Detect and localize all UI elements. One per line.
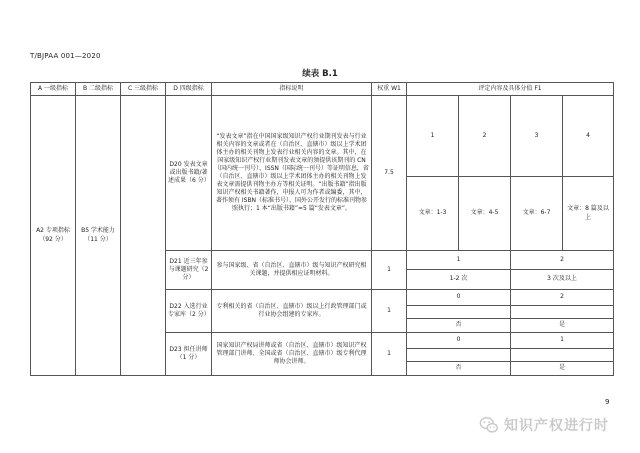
b-indicator-cell: B5 学术能力（11 分） [76, 96, 121, 376]
d21-score: 1 [407, 251, 511, 270]
header-a: A 一级指标 [31, 83, 76, 96]
d22-score: 0 [407, 290, 511, 306]
d22-blank [407, 306, 511, 319]
d22-criterion: 否 [407, 319, 511, 333]
d20-score: 1 [407, 96, 459, 177]
c-indicator-cell [121, 96, 166, 376]
d22-score: 2 [511, 290, 614, 306]
d22-weight: 1 [372, 290, 407, 333]
header-criteria: 评定内容及具体分值 F1 [407, 83, 614, 96]
d20-criterion: 文章：4-5 [459, 177, 511, 251]
page-number: 9 [605, 398, 610, 406]
header-weight: 权重 W1 [372, 83, 407, 96]
d22-criterion: 是 [511, 319, 614, 333]
d20-description: “发表文章”指在中国国家级知识产权行业期刊发表与行业相关内容的文章或者在（自治区、直辖市）级以上学术团体主办的相关刊物上发表行业相关内容的文章。其中，在国家级知识产权行业期刊发表文章的须提供该期刊的 CN（国内统一刊号）、ISSN（国际统一刊号）等证明信息，省（自治区、直辖市）级以上学术团体主办的相关刊物上发表文章需提供刊物主办方等相关证明。“出版书籍”指出版知识产权相关书籍著作，申报人可为作者或编委，其中，著作须有 ISBN（标准书号）、国外公开发行的标准刊物参照执行；1 本“出版书籍”=5 篇“发表文章”。 [212, 96, 372, 251]
d23-blank [407, 349, 511, 362]
d23-criterion: 否 [407, 362, 511, 376]
d20-score: 2 [459, 96, 511, 177]
d23-name: D23 担任讲师（1 分） [166, 333, 212, 376]
header-c: C 三级指标 [121, 83, 166, 96]
d23-score: 1 [511, 333, 614, 349]
d23-description: 国家知识产权局讲师或省（自治区、直辖市）级知识产权管理部门讲师、全国或省（自治区、直辖市）级专利代理师协会讲师。 [212, 333, 372, 376]
d20-score: 3 [511, 96, 563, 177]
d22-description: 专利相关的省（自治区、直辖市）级以上行政管理部门或行业协会组建的专家库。 [212, 290, 372, 333]
d22-name: D22 入选行业专家库（2 分） [166, 290, 212, 333]
d23-criterion: 是 [511, 362, 614, 376]
d20-criterion: 文章：1-3 [407, 177, 459, 251]
d20-criterion: 文章：8 篇及以上 [563, 177, 614, 251]
wechat-icon [478, 414, 500, 436]
a-indicator-cell: A2 专项指标（92 分） [31, 96, 76, 376]
d21-name: D21 近三年参与课题研究（2 分） [166, 251, 212, 290]
header-d: D 四级指标 [166, 83, 212, 96]
d21-score: 2 [511, 251, 614, 270]
header-b: B 二级指标 [76, 83, 121, 96]
watermark [478, 414, 609, 436]
d23-score: 0 [407, 333, 511, 349]
document-code: T/BJPAA 001—2020 [30, 52, 101, 60]
d21-description: 参与国家级、省（自治区、直辖市）级与知识产权研究相关课题，并提供相应证明材料。 [212, 251, 372, 290]
evaluation-table [30, 82, 614, 376]
table-caption: 续表 B.1 [302, 69, 338, 79]
d20-name: D20 发表文章或出版书籍/著述成果（6 分） [166, 96, 212, 251]
d23-blank [511, 349, 614, 362]
header-desc: 指标说明 [212, 83, 372, 96]
d20-criterion: 文章：6-7 [511, 177, 563, 251]
d20-score: 4 [563, 96, 614, 177]
d21-criterion: 3 次及以上 [511, 270, 614, 290]
watermark-text: 知识产权进行时 [504, 418, 609, 434]
d21-criterion: 1-2 次 [407, 270, 511, 290]
table-row-d20-scores [31, 96, 614, 177]
d20-weight: 7.5 [372, 96, 407, 251]
d21-weight: 1 [372, 251, 407, 290]
d22-blank [511, 306, 614, 319]
d23-weight: 1 [372, 333, 407, 376]
table-header-row [31, 83, 614, 96]
